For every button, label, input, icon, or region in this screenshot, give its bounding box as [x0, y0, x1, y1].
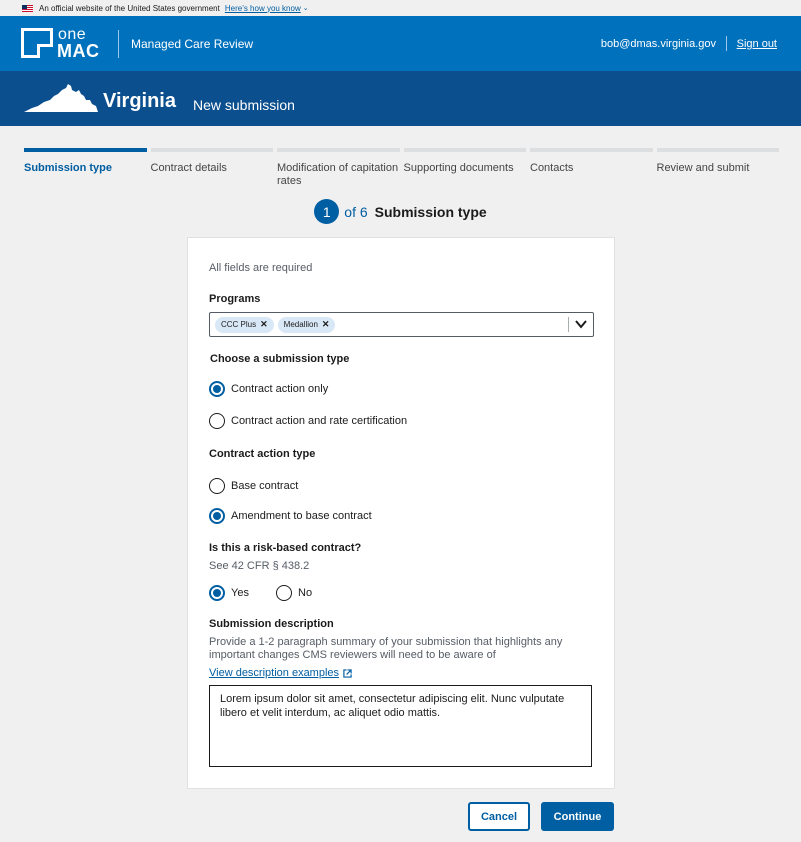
step-label: Supporting documents	[403, 162, 514, 174]
radio-contract-action-and-rate[interactable]	[209, 413, 407, 429]
step-bar	[277, 148, 400, 152]
radio-selected-icon[interactable]	[209, 585, 225, 601]
step-of-total: of 6	[344, 203, 368, 220]
step-label: Review and submit	[656, 162, 750, 174]
step-heading	[0, 199, 801, 224]
radio-selected-icon[interactable]	[209, 381, 225, 397]
step-label: Modification of capitation rates	[277, 162, 399, 187]
step-bar	[404, 148, 527, 152]
header-separator	[726, 36, 727, 51]
programs-multiselect[interactable]	[209, 312, 594, 337]
step-title: Submission type	[374, 203, 487, 220]
chip-label: CCC Plus	[221, 320, 257, 329]
step-review-and-submit	[657, 148, 780, 188]
step-supporting-documents	[404, 148, 527, 188]
remove-chip-icon[interactable]: ✕	[260, 319, 268, 329]
radio-risk-yes[interactable]	[209, 585, 249, 601]
radio-label: Contract action only	[231, 383, 329, 395]
step-bar	[530, 148, 653, 152]
step-contract-details	[151, 148, 274, 188]
description-textarea[interactable]: Lorem ipsum dolor sit amet, consectetur adipiscing elit. Nunc vulputate libero et velit interdum, ac aliquet odio mattis.	[209, 685, 592, 767]
step-bar	[657, 148, 780, 152]
gov-banner	[0, 0, 801, 16]
step-bar	[151, 148, 274, 152]
link-text[interactable]: View description examples	[209, 667, 340, 679]
remove-chip-icon[interactable]: ✕	[321, 319, 330, 329]
required-hint: All fields are required	[209, 262, 313, 274]
site-header	[0, 16, 801, 71]
heres-how-you-know-link[interactable]: Here’s how you know	[224, 3, 301, 13]
virginia-state-icon	[24, 82, 98, 114]
state-banner	[0, 71, 801, 126]
user-email: bob@dmas.virginia.gov	[600, 38, 716, 50]
radio-risk-no[interactable]	[276, 585, 312, 601]
radio-label: No	[298, 587, 313, 599]
page-subtitle: New submission	[193, 97, 295, 113]
step-label: Contacts	[530, 162, 574, 174]
view-description-examples-link[interactable]	[209, 667, 352, 679]
step-modification-capitation-rates	[277, 148, 400, 188]
radio-label: Base contract	[231, 480, 299, 492]
chevron-down-icon[interactable]: ⌄	[302, 5, 309, 12]
external-link-icon[interactable]	[343, 669, 352, 678]
submission-type-label: Choose a submission type	[210, 353, 350, 365]
gov-banner-text: An official website of the United States government	[39, 3, 220, 13]
step-indicator	[24, 148, 779, 188]
sign-out-link[interactable]: Sign out	[736, 38, 777, 50]
dropdown-divider	[568, 317, 569, 332]
submission-form	[187, 237, 615, 789]
radio-selected-icon[interactable]	[209, 508, 225, 524]
risk-based-hint: See 42 CFR § 438.2	[209, 560, 310, 572]
chip-label: Medallion	[283, 320, 318, 329]
logo-text-mac[interactable]: MAC	[57, 41, 100, 61]
radio-contract-action-only[interactable]	[209, 381, 328, 397]
step-contacts	[530, 148, 653, 188]
radio-label: Yes	[231, 587, 249, 599]
continue-button[interactable]: Continue	[541, 802, 614, 831]
step-submission-type	[24, 148, 147, 188]
state-name: Virginia	[103, 90, 176, 112]
us-flag-icon	[22, 5, 33, 12]
description-label: Submission description	[209, 618, 334, 630]
step-number-badge: 1	[314, 199, 339, 224]
chevron-down-icon[interactable]	[575, 317, 587, 331]
programs-label: Programs	[209, 293, 261, 305]
radio-label: Contract action and rate certification	[231, 415, 408, 427]
app-name: Managed Care Review	[131, 37, 254, 51]
radio-label: Amendment to base contract	[231, 510, 372, 522]
risk-based-label: Is this a risk-based contract?	[209, 542, 362, 554]
radio-unselected-icon[interactable]	[209, 478, 225, 494]
description-hint: Provide a 1-2 paragraph summary of your submission that highlights any important changes CMS reviewers will need to be aware of	[209, 636, 563, 661]
contract-action-type-label: Contract action type	[209, 448, 316, 460]
step-label: Submission type	[24, 162, 113, 174]
header-divider	[118, 30, 119, 58]
radio-base-contract[interactable]	[209, 478, 298, 494]
cancel-button[interactable]: Cancel	[468, 802, 530, 831]
radio-amendment[interactable]	[209, 508, 372, 524]
program-chip	[215, 317, 274, 333]
step-label: Contract details	[150, 162, 227, 174]
onemac-logo-icon[interactable]	[21, 28, 53, 58]
radio-unselected-icon[interactable]	[209, 413, 225, 429]
radio-unselected-icon[interactable]	[276, 585, 292, 601]
program-chip	[278, 317, 336, 333]
logo-text-one[interactable]: one	[58, 26, 87, 43]
step-bar	[24, 148, 147, 152]
